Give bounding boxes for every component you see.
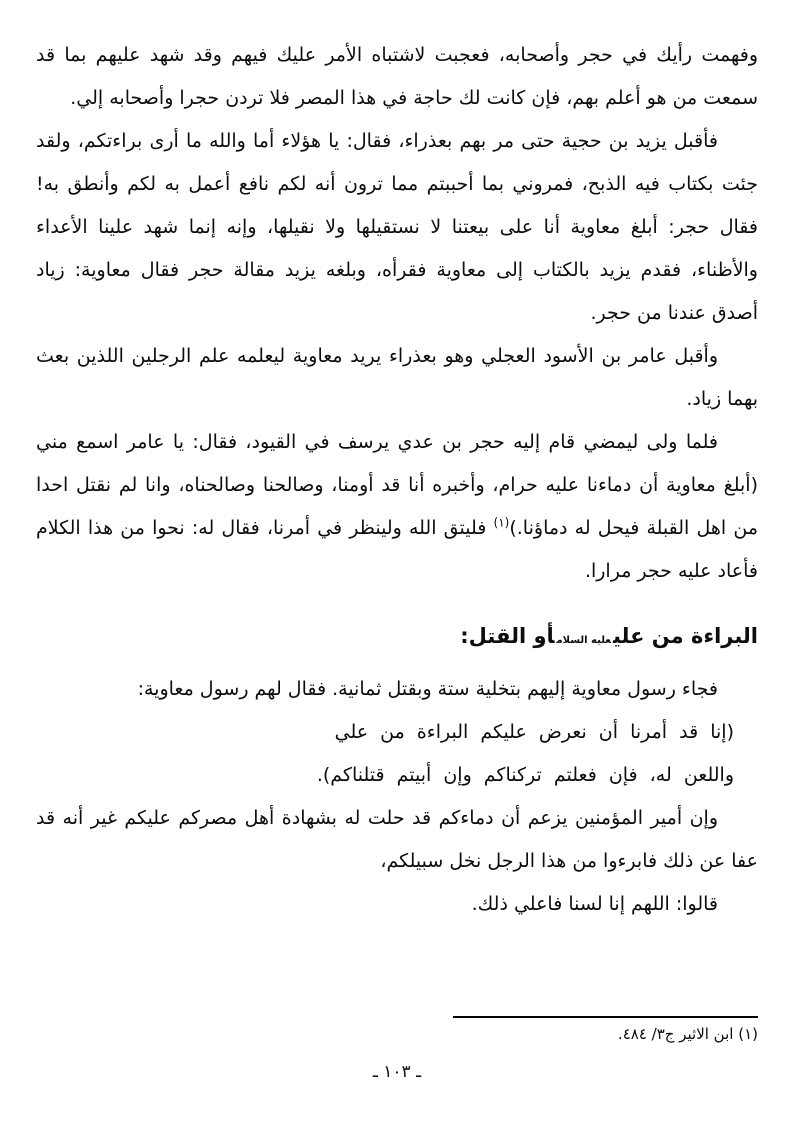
footnote-marker: (١) xyxy=(493,515,510,530)
quote-line: واللعن له، فإن فعلتم تركناكم وإن أبيتم قتلناكم). xyxy=(316,764,734,786)
paragraph: قالوا: اللهم إنا لسنا فاعلي ذلك. xyxy=(471,893,718,915)
paragraph-text: فلما ولى ليمضي قام إليه حجر بن عدي يرسف في القيود، فقال: يا عامر اسمع مني (أبلغ معاوية أن دماءنا عليه حرام، وأخبره أنا قد أومنا، وصالحنا وصالحناه، وانا لم نقتل احدا من اهل القبلة فيحل له دماؤنا.) xyxy=(36,431,758,539)
heading-text: أو القتل: xyxy=(460,624,555,648)
paragraph-continuation: وفهمت رأيك في حجر وأصحابه، فعجبت لاشتباه الأمر عليك فيهم وقد شهد عليهم بما قد سمعت من هو أعلم بهم، فإن كانت لك حاجة في هذا المصر فلا تردن حجرا وأصحابه إلي. xyxy=(36,44,758,109)
footnote-area xyxy=(36,1016,758,1046)
footnote-separator xyxy=(453,1016,758,1018)
section-heading xyxy=(36,615,758,658)
quote-line: (إنا قد أمرنا أن نعرض عليكم البراءة من علي xyxy=(334,721,734,743)
paragraph: وإن أمير المؤمنين يزعم أن دماءكم قد حلت له بشهادة أهل مصركم عليكم غير أنه قد عفا عن ذلك فابرءوا من هذا الرجل نخل سبيلكم، xyxy=(36,807,758,872)
paragraph: فجاء رسول معاوية إليهم بتخلية ستة وبقتل ثمانية. فقال لهم رسول معاوية: xyxy=(137,678,718,700)
paragraph: وأقبل عامر بن الأسود العجلي وهو بعذراء يريد معاوية ليعلمه علم الرجلين اللذين بعث بهما زياد. xyxy=(36,345,758,410)
page-number: ـ ١٠٣ ـ xyxy=(372,1062,422,1082)
honorific-mark: عليه السلام xyxy=(556,635,611,646)
paragraph-text: فليتق الله ولينظر في أمرنا، فقال له: نحوا من هذا الكلام فأعاد عليه حجر مرارا. xyxy=(36,517,758,582)
paragraph: فأقبل يزيد بن حجية حتى مر بهم بعذراء، فقال: يا هؤلاء أما والله ما أرى براءتكم، ولقد جئت بكتاب فيه الذبح، فمروني بما أحببتم مما ترون أنه لكم نافع أعمل به لكم وأنطق به! فقال حجر: أبلغ معاوية أنا على بيعتنا لا نستقيلها ولا نقيلها، وإنه إنما شهد علينا الأعداء والأظناء، فقدم يزيد بالكتاب إلى معاوية فقرأه، وبلغه يزيد مقالة حجر فقال معاوية: زياد أصدق عندنا من حجر. xyxy=(36,130,758,324)
paragraph-with-footnote xyxy=(36,421,758,593)
heading-text: البراءة من علي xyxy=(612,624,758,648)
footnote-text: (١) ابن الاثير ج٣/ ٤٨٤. xyxy=(617,1025,758,1043)
text-block xyxy=(36,34,758,926)
